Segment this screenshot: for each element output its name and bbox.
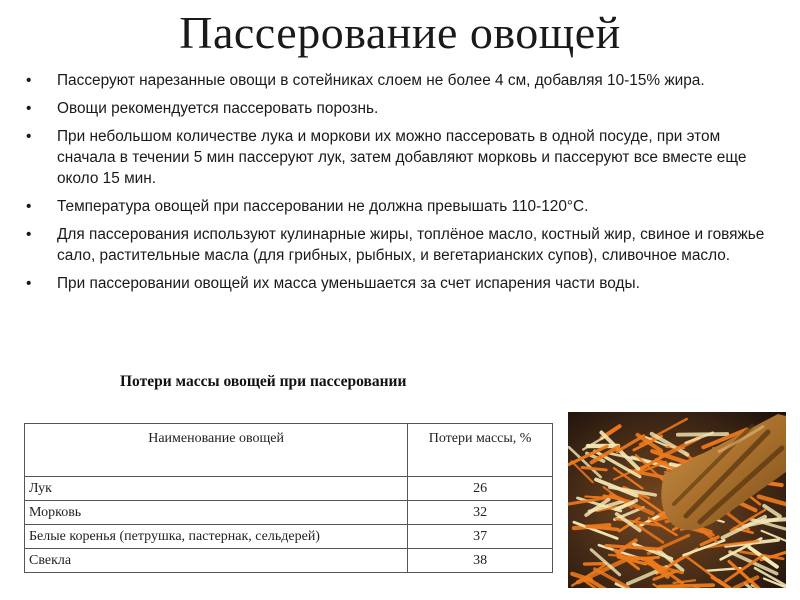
- bullet-item: [26, 224, 774, 266]
- table-row: [25, 501, 553, 525]
- cell-mass-loss: 38: [408, 549, 553, 573]
- bullet-item: [26, 196, 774, 217]
- cell-mass-loss: 32: [408, 501, 553, 525]
- table-row: [25, 525, 553, 549]
- vegetable-strand: [660, 585, 713, 587]
- bullet-item: [26, 273, 774, 294]
- header-vegetable-name: Наименование овощей: [25, 424, 408, 477]
- bullet-text: Пассеруют нарезанные овощи в сотейниках слоем не более 4 см, добавляя 10-15% жира.: [57, 72, 705, 89]
- bullet-marker: •: [26, 128, 32, 145]
- bullet-text: Овощи рекомендуется пассеровать порознь.: [57, 100, 379, 117]
- cell-mass-loss: 26: [408, 477, 553, 501]
- bullet-marker: •: [26, 198, 32, 215]
- sauteed-vegetables-photo: [568, 412, 786, 588]
- bullet-text: Температура овощей при пассеровании не должна превышать 110-120°С.: [57, 198, 589, 215]
- bullet-item: [26, 126, 774, 189]
- vegetable-strand: [678, 434, 727, 435]
- cell-vegetable-name: Морковь: [25, 501, 408, 525]
- bullet-marker: •: [26, 275, 32, 292]
- bullet-item: [26, 98, 774, 119]
- table-row: [25, 477, 553, 501]
- bullet-marker: •: [26, 72, 32, 89]
- cell-vegetable-name: Свекла: [25, 549, 408, 573]
- bullet-text: Для пассерования используют кулинарные жиры, топлёное масло, костный жир, свиное и говяжье сало, растительные масла (для грибных, рыбных, и вегетарианских супов), сливочное масло.: [57, 226, 765, 264]
- bullet-marker: •: [26, 100, 32, 117]
- bullet-list: [26, 70, 774, 301]
- header-mass-loss: Потери массы, %: [408, 424, 553, 477]
- bullet-text: При небольшом количестве лука и моркови их можно пассеровать в одной посуде, при этом сначала в течении 5 мин пассеруют лук, затем добавляют морковь и пассеруют все вместе еще около 15 мин.: [57, 128, 747, 187]
- sauteed-vegetables-illustration: [568, 412, 786, 588]
- table-header-row: [25, 424, 553, 477]
- table-caption: Потери массы овощей при пассеровании: [120, 373, 407, 390]
- table-row: [25, 549, 553, 573]
- bullet-item: [26, 70, 774, 91]
- mass-loss-table: [24, 423, 553, 573]
- slide-title: Пассерование овощей: [179, 7, 621, 58]
- bullet-text: При пассеровании овощей их масса уменьшается за счет испарения части воды.: [57, 275, 640, 292]
- bullet-marker: •: [26, 226, 32, 243]
- cell-vegetable-name: Лук: [25, 477, 408, 501]
- cell-mass-loss: 37: [408, 525, 553, 549]
- cell-vegetable-name: Белые коренья (петрушка, пастернак, сельдерей): [25, 525, 408, 549]
- vegetable-strand: [585, 564, 606, 565]
